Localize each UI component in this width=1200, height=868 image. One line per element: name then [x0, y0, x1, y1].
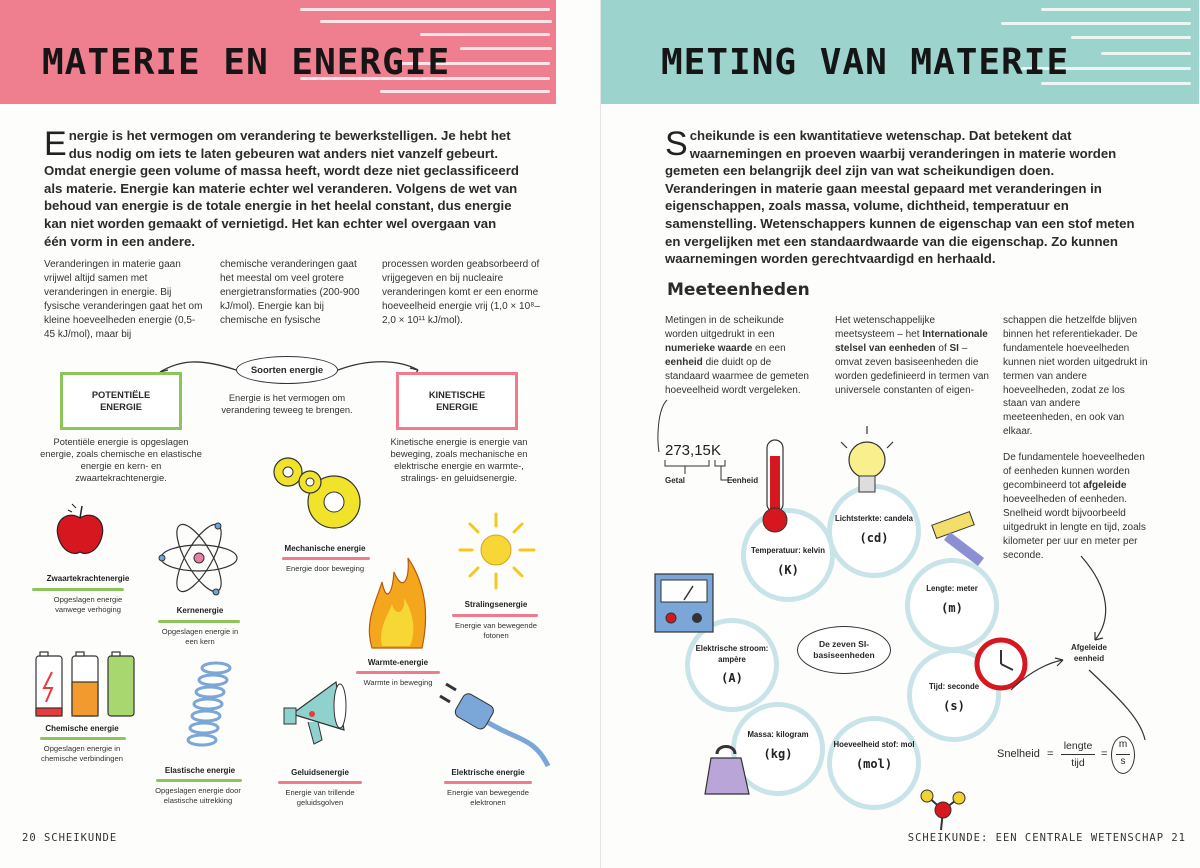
col3-paragraph-1: schappen die hetzelfde blijven binnen het referentiekader. De fundamentele hoeveelheden kunnen niet worden uitgedrukt in termen van andere hoeveelheden, zodat ze los staan van andere meeteenheden, en ook van elkaar. — [1003, 315, 1148, 438]
heat-underline — [356, 671, 440, 674]
sound-energy-desc: Energie van trillende geluidsgolven — [285, 788, 355, 807]
col3-text-a: De fundamentele hoeveelheden of eenheden kunnen worden gecombineerd tot — [1003, 452, 1145, 491]
afgeleide-arrows — [601, 0, 1200, 868]
unit-kelvin-symbol: (K) — [777, 562, 799, 577]
formula-fraction-line — [1061, 754, 1095, 755]
electrical-energy-label: Elektrische energie — [451, 768, 525, 777]
elastic-energy-desc: Opgeslagen energie door elastische uitrekking — [155, 786, 241, 805]
left-footer: 20 SCHEIKUNDE — [22, 832, 118, 844]
elastic-underline — [156, 779, 242, 782]
chemical-energy-label: Chemische energie — [45, 724, 119, 733]
nuclear-underline — [158, 620, 240, 623]
drop-cap: E — [44, 125, 67, 163]
right-page — [600, 0, 1200, 868]
col3-text-c: hoeveelheden of eenheden. Snelheid wordt bijvoorbeeld uitgedrukt in lengte en tijd, zoals kilometer per uur en meter per seconde. — [1003, 493, 1146, 561]
formula-eq-2: = — [1101, 748, 1108, 760]
body-column-3: processen worden geabsorbeerd of vrijgegeven en bij nucleaire veranderingen komt er een enorme hoeveelheid energie vrij (1,0 × 10⁸–2,0 × 10¹¹ kJ/mol). — [382, 259, 540, 326]
col1-text-e: die duidt op de standaard waarmee de gemeten hoeveelheid wordt vergeleken. — [665, 356, 809, 396]
formula-unit-line — [1116, 754, 1130, 755]
body-column-2: chemische veranderingen gaat het meestal om veel grotere energietransformaties (200-900 kJ/mol). Energie kan bij chemische en fysische — [220, 259, 360, 326]
unit-candela-name: Lichtsterkte: candela — [835, 514, 913, 523]
unit-ampere-name: Elektrische stroom: ampère — [695, 644, 769, 664]
potential-description: Potentiële energie is opgeslagen energie, zoals chemische en elastische energie en kern- en zwaartekrachtenergie. — [40, 437, 202, 483]
col2-bold-si-name: Internationale stelsel van eenheden — [835, 328, 988, 354]
section-heading: Meeteenheden — [667, 280, 810, 300]
kinetic-description: Kinetische energie is energie van beweging, zoals mechanische en elektrische energie en warmte-, stralings- en geluidsenergie. — [390, 437, 528, 483]
page-title: MATERIE EN ENERGIE — [42, 42, 451, 83]
unit-mol-symbol: (mol) — [855, 756, 893, 771]
unit-meter-symbol: (m) — [941, 600, 963, 615]
chemical-underline — [40, 737, 126, 740]
kinetic-energy-label: KINETISCHE ENERGIE — [428, 390, 486, 412]
chemical-energy-desc: Opgeslagen energie in chemische verbindingen — [41, 744, 123, 763]
col1-text-a: Metingen in de scheikunde worden uitgedrukt in een — [665, 315, 784, 340]
body-column-1: Veranderingen in materie gaan vrijwel altijd samen met veranderingen in energie. Bij fysische veranderingen gaat het om kleine hoeveelheden energie (0,5-45 kJ/mol), maar bij — [44, 259, 203, 340]
col2-text-c: of — [935, 342, 950, 354]
sound-underline — [278, 781, 362, 784]
heat-energy-desc: Warmte in beweging — [363, 678, 433, 687]
elastic-energy-label: Elastische energie — [164, 766, 236, 775]
center-oval — [236, 356, 338, 384]
afgeleide-label: Afgeleide eenheid — [1070, 643, 1107, 663]
kinetic-energy-box — [396, 372, 518, 430]
col2-bold-si: SI — [949, 342, 959, 354]
intro-text: cheikunde is een kwantitatieve wetenschap. Dat betekent dat waarnemingen en proeven waarbij veranderingen in materie worden gemeten een belangrijk deel zijn van wat scheikundigen doen. Veranderingen in materie gaan meestal gepaard met veranderingen in eigenschappen, zoals massa, volume, dichtheid, temperatuur en samenstelling. Wetenschappers kunnen de eigenschap van een stof meten en vergelijken met een standaardwaarde van die eigenschap. Zo kunnen waarnemingen worden gerechtvaardigd en herhaald. — [665, 128, 1135, 267]
formula-eq-1: = — [1047, 748, 1054, 760]
col3-bold-derived: afgeleide — [1083, 479, 1127, 491]
col1-bold-unit: eenheid — [665, 356, 703, 368]
formula-numerator: lengte — [1063, 740, 1093, 752]
example-getal: Getal — [665, 476, 686, 485]
gravity-energy-label: Zwaartekrachtenergie — [46, 574, 130, 583]
nuclear-energy-desc: Opgeslagen energie in een kern — [161, 627, 239, 646]
col2-text-a: Het wetenschappelijke meetsysteem – het — [835, 315, 936, 340]
formula-denominator: tijd — [1071, 757, 1085, 769]
example-unit: K — [711, 442, 722, 459]
potential-energy-label: POTENTIËLE ENERGIE — [91, 390, 151, 412]
spring-icon — [178, 660, 248, 760]
sound-energy-label: Geluidsenergie — [291, 768, 349, 777]
gears-icon — [266, 452, 376, 542]
radiation-energy-label: Stralingsenergie — [464, 600, 528, 609]
nuclear-energy-label: Kernenergie — [176, 606, 224, 615]
radiation-underline — [452, 614, 538, 617]
formula-lhs: Snelheid — [997, 748, 1040, 760]
center-oval-label: Soorten energie — [250, 364, 324, 376]
megaphone-icon — [282, 674, 362, 754]
example-eenheid: Eenheid — [727, 476, 759, 485]
unit-second-name: Tijd: seconde — [928, 682, 980, 691]
plug-icon — [444, 680, 554, 770]
electrical-energy-desc: Energie van bewegende elektronen — [447, 788, 529, 807]
drop-cap: S — [665, 125, 688, 163]
intro-text: nergie is het vermogen om verandering te bewerkstelligen. Je hebt het dus nodig om iets te laten gebeuren wat anders niet vanzelf gebeurt. Omdat energie geen volume of massa heeft, wordt deze niet geclassificeerd als materie. Energie kan materie echter wel veranderen. Volgens de wet van behoud van energie is de totale energie in het heelal constant, dus energie kan niet worden gemaakt of vernietigd. Het kan echter wel overgaan van één vorm in een andere. — [44, 128, 519, 249]
unit-kelvin-name: Temperatuur: kelvin — [751, 546, 825, 555]
sun-icon — [458, 512, 538, 592]
example-value: 273,15 — [665, 442, 711, 459]
electrical-underline — [444, 781, 532, 784]
unit-kilogram-name: Massa: kilogram — [747, 730, 809, 739]
col1-text-c: en een — [752, 342, 786, 354]
unit-mol-name: Hoeveelheid stof: mol — [833, 740, 915, 749]
unit-meter-name: Lengte: meter — [926, 584, 978, 593]
atom-icon — [154, 518, 244, 598]
col2-text-e: – omvat zeven basiseenheden die worden gedefinieerd in termen van universele constanten of eigen- — [835, 342, 989, 396]
unit-ampere-symbol: (A) — [721, 671, 743, 685]
formula-m: m — [1118, 739, 1128, 750]
page-title: METING VAN MATERIE — [661, 42, 1070, 83]
unit-kilogram-symbol: (kg) — [763, 746, 793, 761]
apple-icon — [50, 500, 110, 560]
potential-energy-box — [60, 372, 182, 430]
center-description: Energie is het vermogen om verandering teweeg te brengen. — [221, 393, 353, 415]
center-si-label: De zeven SI-basiseenheden — [813, 639, 875, 660]
mechanical-underline — [282, 557, 370, 560]
unit-candela-symbol: (cd) — [859, 530, 889, 545]
radiation-energy-desc: Energie van bewegende fotonen — [455, 621, 537, 640]
unit-second-symbol: (s) — [943, 698, 965, 713]
batteries-icon — [32, 650, 152, 720]
gravity-underline — [32, 588, 124, 591]
right-footer: SCHEIKUNDE: EEN CENTRALE WETENSCHAP 21 — [907, 832, 1186, 844]
fire-icon — [362, 552, 432, 652]
heat-energy-label: Warmte-energie — [367, 658, 429, 667]
col1-bold-numeric: numerieke waarde — [665, 342, 753, 354]
mechanical-energy-label: Mechanische energie — [284, 544, 366, 553]
gravity-energy-desc: Opgeslagen energie vanwege verhoging — [53, 595, 123, 614]
formula-s: s — [1120, 756, 1126, 767]
mechanical-energy-desc: Energie door beweging — [285, 564, 365, 573]
